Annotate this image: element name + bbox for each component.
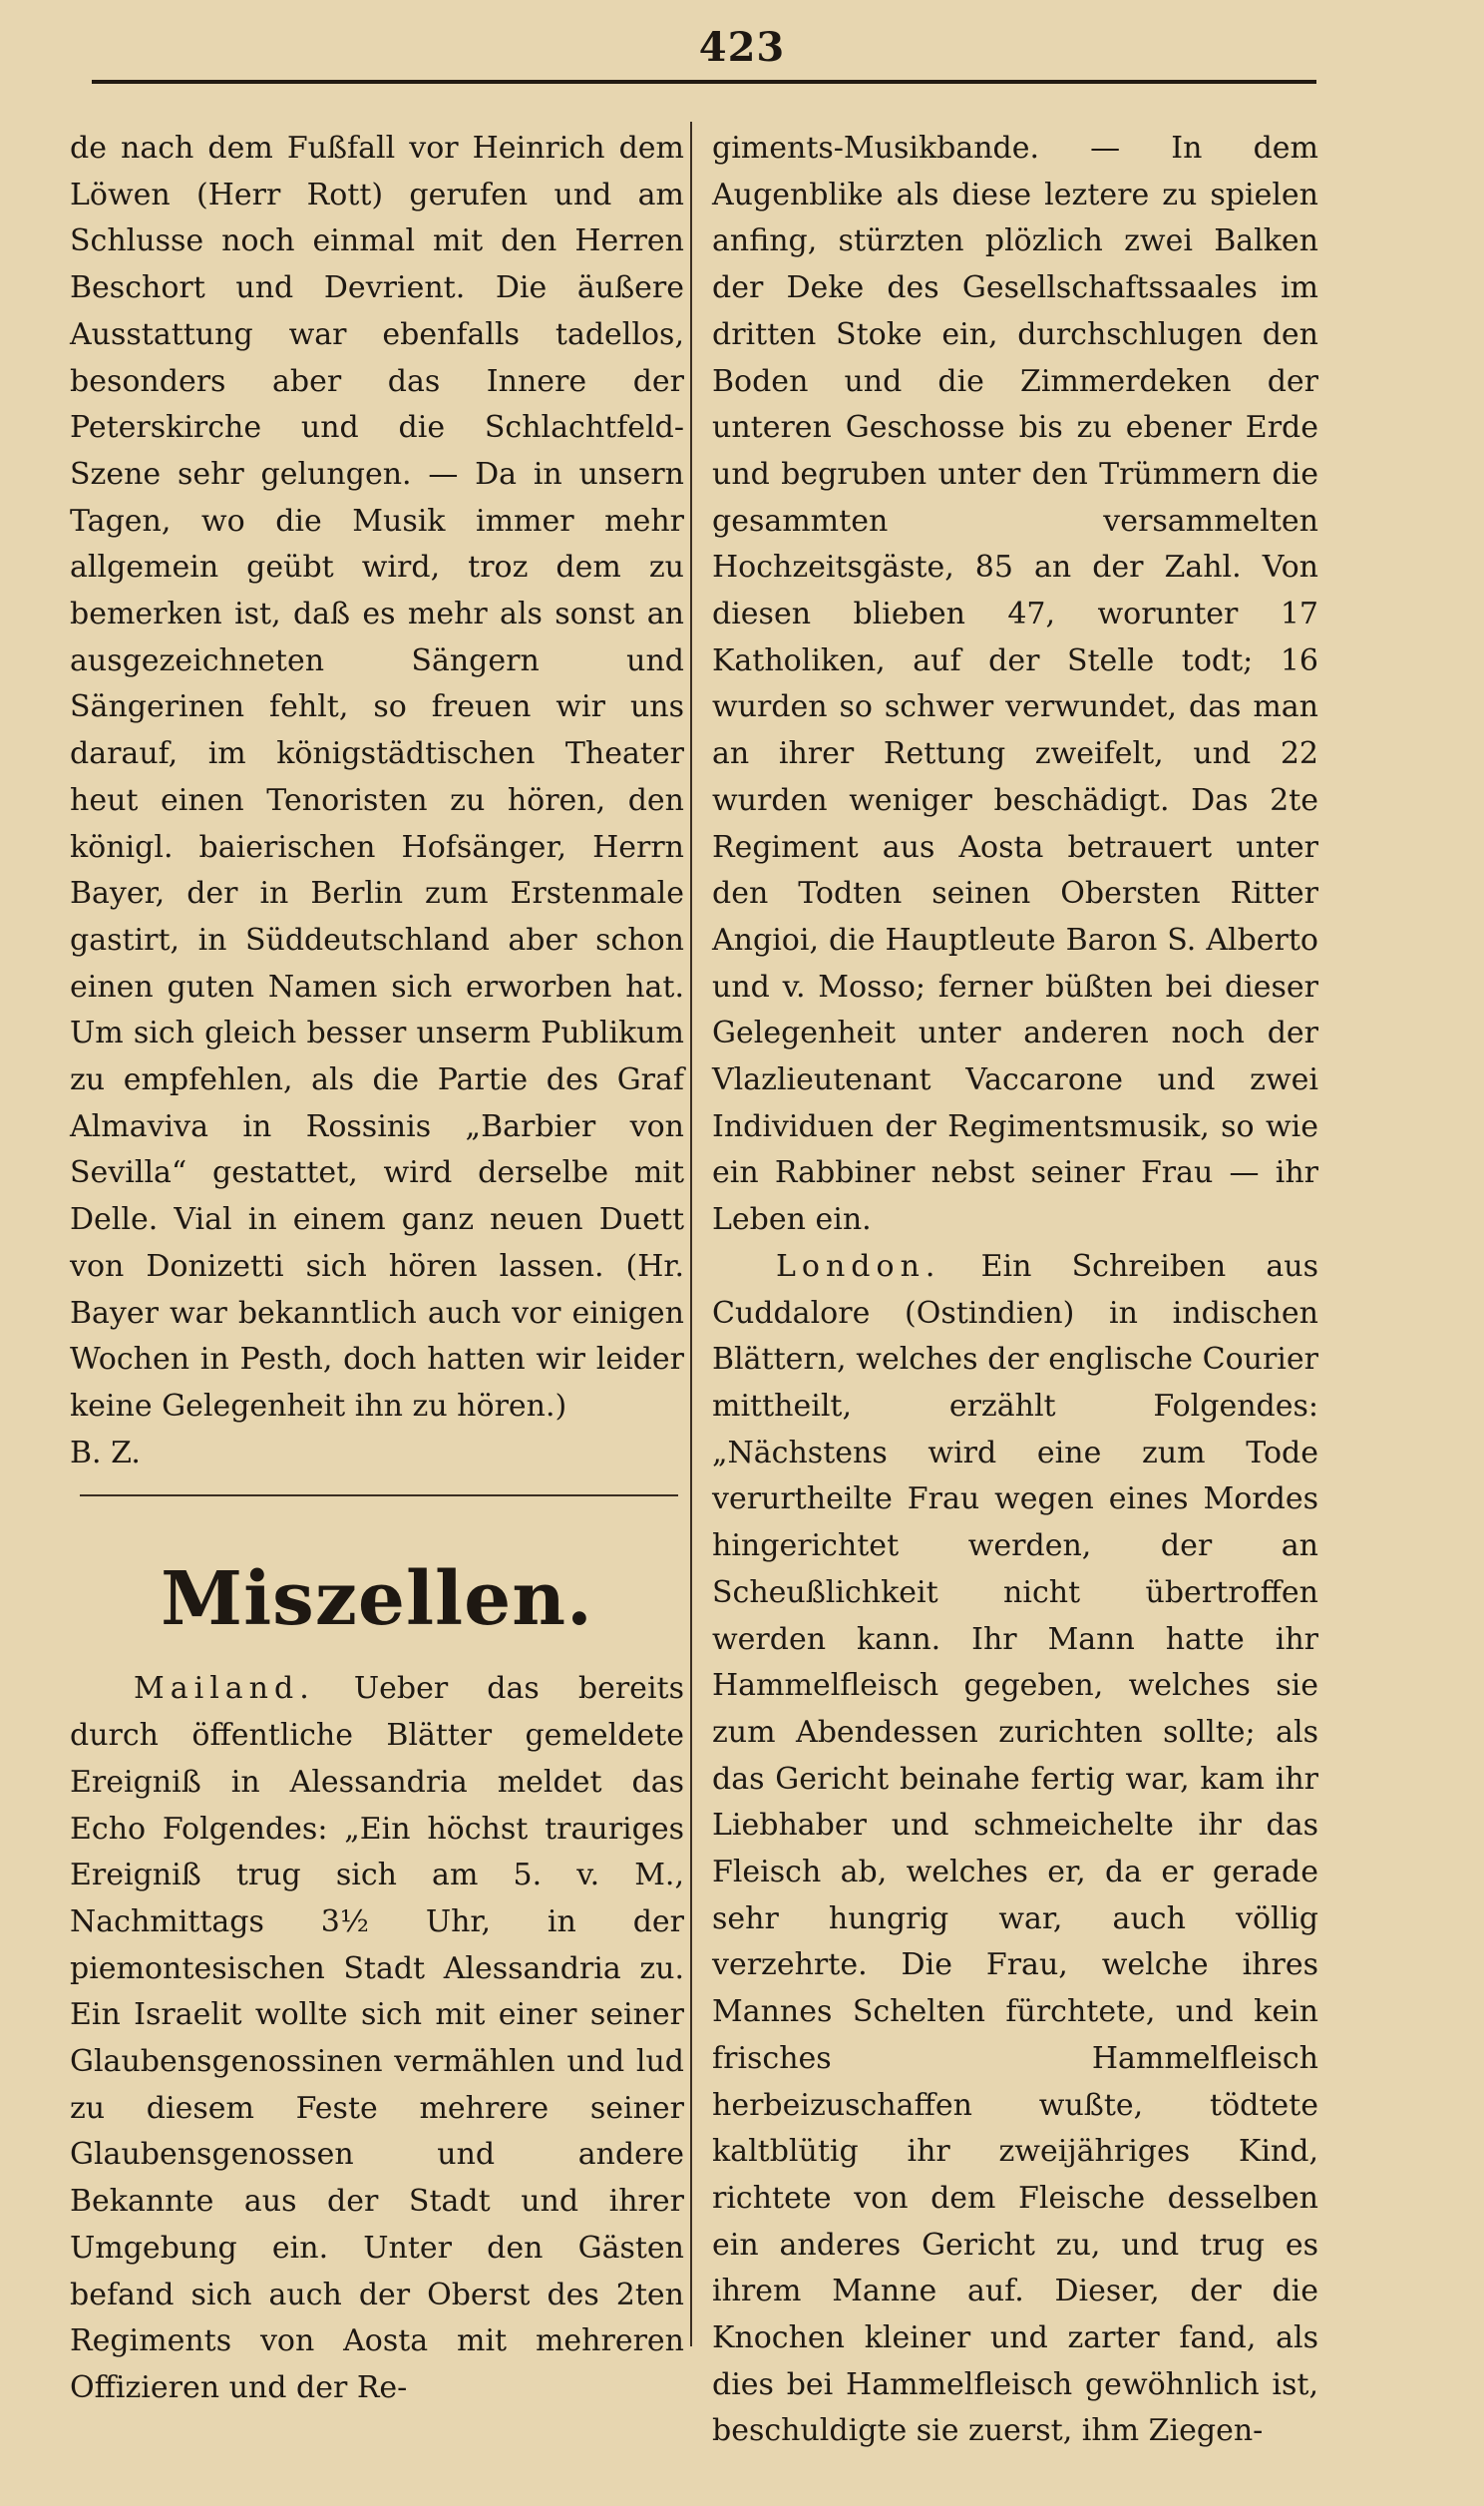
theater-review-paragraph: de nach dem Fußfall vor Heinrich dem Löwen (Herr Rott) gerufen und am Schlusse noch einmal mit den Herren Beschort und Devrient. Die äußere Ausstattung war ebenfalls tadellos, besonders aber das Innere der Peterskirche und die Schlachtfeld-Szene sehr gelungen. — Da in unsern Tagen, wo die Musik immer mehr allgemein geübt wird, troz dem zu bemerken ist, daß es mehr als sonst an ausgezeichneten Sängern und Sängerinen fehlt, so freuen wir uns darauf, im königstädtischen Theater heut einen Tenoristen zu hören, den königl. baierischen Hofsänger, Herrn Bayer, der in Berlin zum Erstenmale gastirt, in Süddeutschland aber schon einen guten Namen sich erworben hat. Um sich gleich besser unserm Publikum zu empfehlen, als die Partie des Graf Almaviva in Rossinis „Barbier von Sevilla“ gestattet, wird derselbe mit Delle. Vial in einem ganz neuen Duett von Donizetti sich hören lassen. (Hr. Bayer war bekanntlich auch vor einigen Wochen in Pesth, doch hatten wir leider keine Gelegenheit ihn zu hören.) — [70, 131, 684, 1424]
right-column — [712, 126, 1318, 2455]
dateline-london: London. — [776, 1248, 941, 1284]
section-divider — [80, 1494, 678, 1496]
london-report-text: Ein Schreiben aus Cuddalore (Ostindien) in indischen Blättern, welches der englische Courier mittheilt, erzählt Folgendes: „Nächstens wird eine zum Tode verurtheilte Frau wegen eines Mordes hingerichtet werden, der an Scheußlichkeit nicht übertroffen werden kann. Ihr Mann hatte ihr Hammelfleisch gegeben, welches sie zum Abendessen zurichten sollte; als das Gericht beinahe fertig war, kam ihr Liebhaber und schmeichelte ihr das Fleisch ab, welches er, da er gerade sehr hungrig war, auch völlig verzehrte. Die Frau, welche ihres Mannes Schelten fürchtete, und kein frisches Hammelfleisch herbeizuschaffen wußte, tödtete kaltblütig ihr zweijähriges Kind, richtete von dem Fleische desselben ein anderes Gericht zu, und trug es ihrem Manne auf. Dieser, der die Knochen kleiner und zarter fand, als dies bei Hammelfleisch gewöhnlich ist, beschuldigte sie zuerst, ihm Ziegen- — [712, 1248, 1318, 2449]
header-rule — [92, 80, 1316, 84]
london-report-paragraph — [712, 1244, 1318, 2455]
left-column — [70, 126, 684, 2412]
column-divider — [690, 122, 692, 2346]
milan-report-continuation: giments-Musikbande. — In dem Augenblike als diese leztere zu spielen anfing, stürzten plözlich zwei Balken der Deke des Gesellschaftssaales im dritten Stoke ein, durchschlugen den Boden und die Zimmerdeken der unteren Geschosse bis zu ebener Erde und begruben unter den Trümmern die gesammten versammelten Hochzeitsgäste, 85 an der Zahl. Von diesen blieben 47, worunter 17 Katholiken, auf der Stelle todt; 16 wurden so schwer verwundet, das man an ihrer Rettung zweifelt, und 22 wurden weniger beschädigt. Das 2te Regiment aus Aosta betrauert unter den Todten seinen Obersten Ritter Angioi, die Hauptleute Baron S. Alberto und v. Mosso; ferner büßten bei dieser Gelegenheit unter anderen noch der Vlazlieutenant Vaccarone und zwei Individuen der Regimentsmusik, so wie ein Rabbiner nebst seiner Frau — ihr Leben ein. — [712, 131, 1318, 1238]
section-heading: Miszellen. — [161, 1556, 593, 1643]
milan-report-text: Ueber das bereits durch öffentliche Blätter gemeldete Ereigniß in Alessandria meldet das Echo Folgendes: „Ein höchst trauriges Ereigniß trug sich am 5. v. M., Nachmittags 3½ Uhr, in der piemontesischen Stadt Alessandria zu. Ein Israelit wollte sich mit einer seiner Glaubensgenossinen vermählen und lud zu diesem Feste mehrere seiner Glaubensgenossen und andere Bekannte aus der Stadt und ihrer Umgebung ein. Unter den Gästen befand sich auch der Oberst des 2ten Regiments von Aosta mit mehreren Offizieren und der Re- — [70, 1671, 684, 2405]
dateline-milan: Mailand. — [134, 1671, 315, 1707]
review-signature: B. Z. — [70, 1435, 141, 1470]
milan-report-paragraph — [70, 1666, 684, 2411]
page-number: 423 — [698, 24, 786, 71]
